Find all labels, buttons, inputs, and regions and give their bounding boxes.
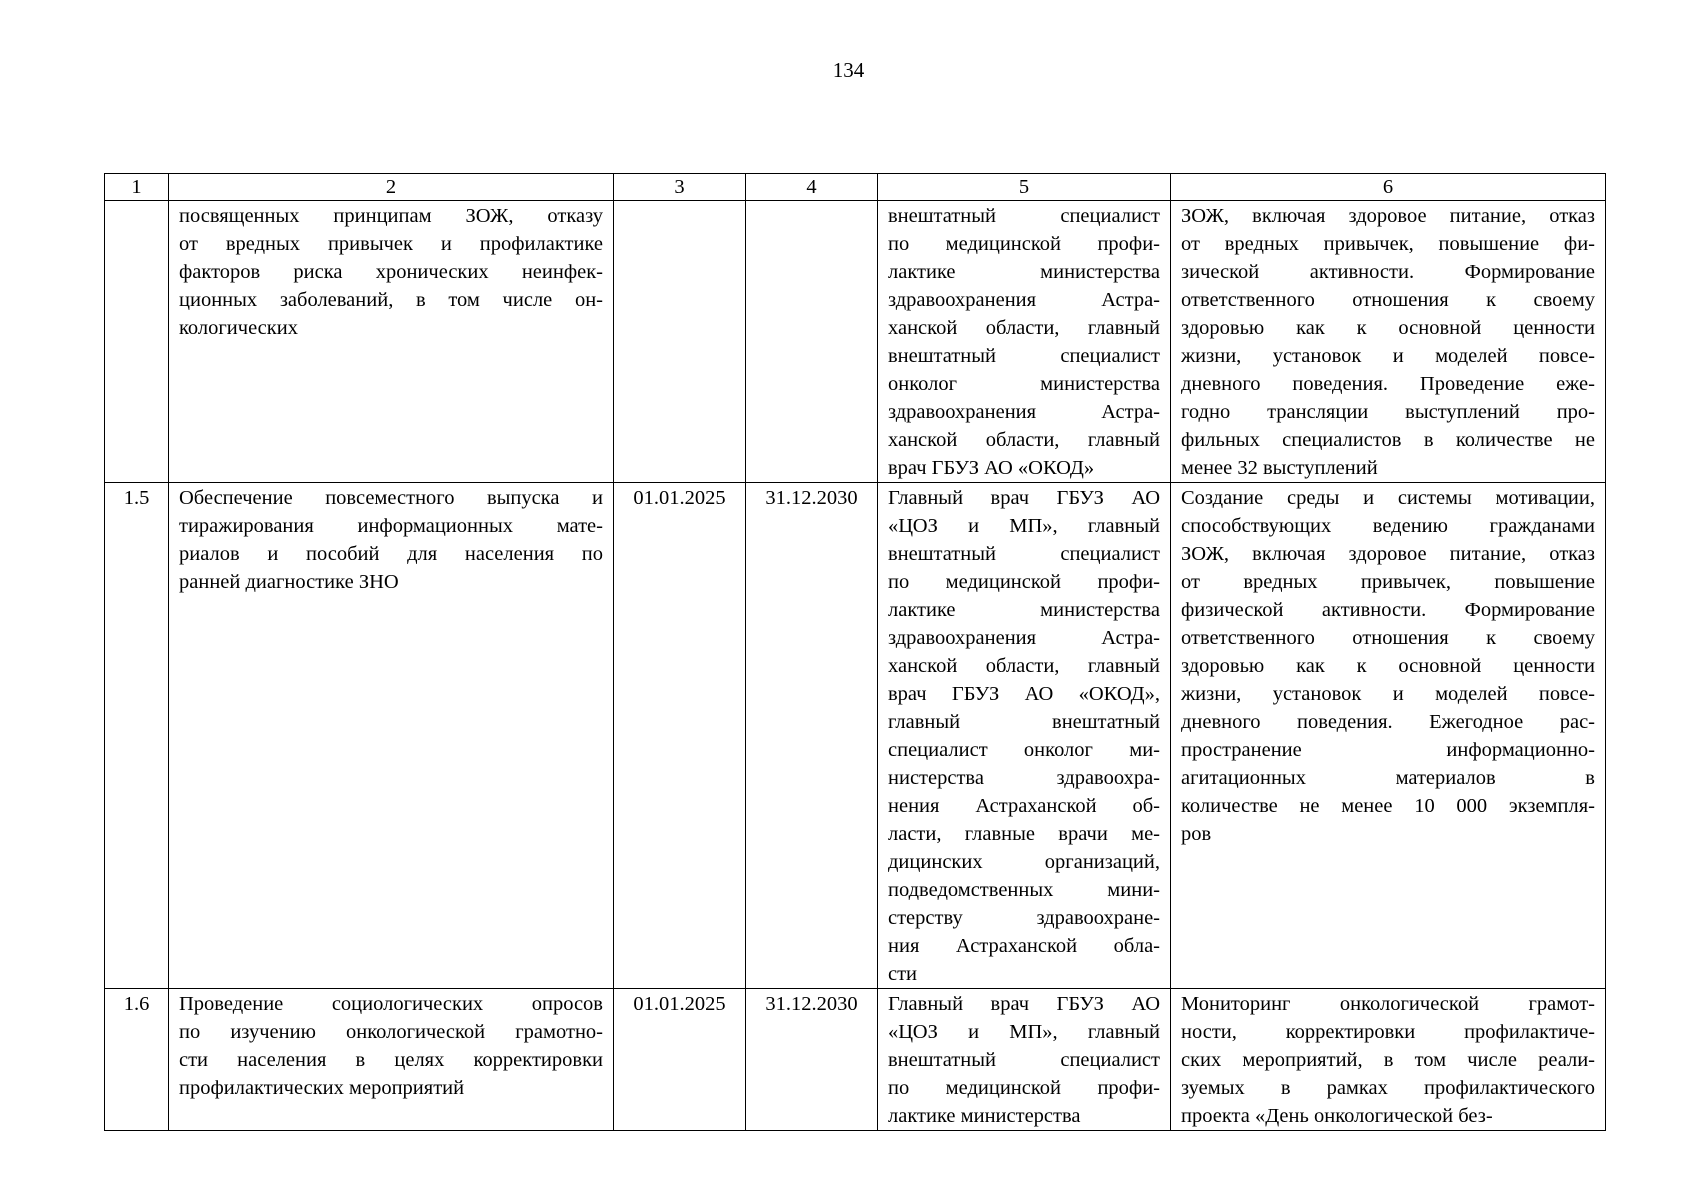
result-cell-line: дневного поведения. Ежегодное рас- xyxy=(1181,711,1595,733)
responsible-cell-line: Главный врач ГБУЗ АО xyxy=(888,487,1160,509)
responsible-cell-line: внештатный специалист xyxy=(888,1049,1160,1071)
responsible-cell-line: «ЦОЗ и МП», главный xyxy=(888,515,1160,537)
result-cell xyxy=(1171,483,1606,989)
activity-cell-line: Обеспечение повсеместного выпуска и xyxy=(179,487,603,509)
start-date: 01.01.2025 xyxy=(614,989,746,1131)
result-cell-line: здоровью как к основной ценности xyxy=(1181,655,1595,677)
activity-cell-line: профилактических мероприятий xyxy=(179,1077,465,1099)
responsible-cell-line: нистерства здравоохра- xyxy=(888,767,1160,789)
column-header: 3 xyxy=(614,174,746,201)
responsible-cell-line: внештатный специалист xyxy=(888,345,1160,367)
column-header: 4 xyxy=(746,174,878,201)
activity-cell-line: посвященных принципам ЗОЖ, отказу xyxy=(179,205,603,227)
column-header: 1 xyxy=(105,174,169,201)
table-row xyxy=(105,989,1606,1131)
result-cell-line: пространение информационно- xyxy=(1181,739,1595,761)
page-number: 134 xyxy=(832,58,865,82)
item-number: 1.6 xyxy=(105,989,169,1131)
measures-table xyxy=(104,173,1606,1131)
responsible-cell-line: сти xyxy=(888,963,918,985)
result-cell-line: ЗОЖ, включая здоровое питание, отказ xyxy=(1181,543,1595,565)
result-cell-line: фильных специалистов в количестве не xyxy=(1181,429,1595,451)
responsible-cell-line: лактике министерства xyxy=(888,1105,1081,1127)
column-header: 6 xyxy=(1171,174,1606,201)
start-date xyxy=(614,201,746,483)
item-number: 1.5 xyxy=(105,483,169,989)
result-cell-line: ЗОЖ, включая здоровое питание, отказ xyxy=(1181,205,1595,227)
responsible-cell-line: по медицинской профи- xyxy=(888,1077,1160,1099)
activity-cell xyxy=(169,201,614,483)
responsible-cell-line: ханской области, главный xyxy=(888,429,1160,451)
result-cell-line: зуемых в рамках профилактического xyxy=(1181,1077,1595,1099)
responsible-cell-line: стерству здравоохране- xyxy=(888,907,1160,929)
result-cell-line: физической активности. Формирование xyxy=(1181,599,1595,621)
end-date xyxy=(746,201,878,483)
responsible-cell-line: лактике министерства xyxy=(888,599,1160,621)
responsible-cell-line: здравоохранения Астра- xyxy=(888,627,1160,649)
result-cell-line: годно трансляции выступлений про- xyxy=(1181,401,1595,423)
responsible-cell-line: ханской области, главный xyxy=(888,317,1160,339)
activity-cell-line: Проведение социологических опросов xyxy=(179,993,603,1015)
responsible-cell-line: главный внештатный xyxy=(888,711,1160,733)
responsible-cell-line: ния Астраханской обла- xyxy=(888,935,1160,957)
activity-cell-line: по изучению онкологической грамотно- xyxy=(179,1021,603,1043)
responsible-cell-line: дицинских организаций, xyxy=(888,851,1160,873)
result-cell-line: от вредных привычек, повышение xyxy=(1181,571,1595,593)
item-number xyxy=(105,201,169,483)
responsible-cell xyxy=(878,483,1171,989)
result-cell xyxy=(1171,201,1606,483)
responsible-cell-line: лактике министерства xyxy=(888,261,1160,283)
activity-cell-line: риалов и пособий для населения по xyxy=(179,543,603,565)
result-cell-line: жизни, установок и моделей повсе- xyxy=(1181,683,1595,705)
responsible-cell-line: врач ГБУЗ АО «ОКОД» xyxy=(888,457,1095,479)
end-date: 31.12.2030 xyxy=(746,989,878,1131)
result-cell-line: от вредных привычек, повышение фи- xyxy=(1181,233,1595,255)
responsible-cell-line: внештатный специалист xyxy=(888,543,1160,565)
end-date: 31.12.2030 xyxy=(746,483,878,989)
result-cell-line: ских мероприятий, в том числе реали- xyxy=(1181,1049,1595,1071)
result-cell-line: агитационных материалов в xyxy=(1181,767,1595,789)
activity-cell-line: факторов риска хронических неинфек- xyxy=(179,261,603,283)
activity-cell-line: кологических xyxy=(179,317,298,339)
result-cell-line: проекта «День онкологической без- xyxy=(1181,1105,1493,1127)
start-date: 01.01.2025 xyxy=(614,483,746,989)
column-header: 5 xyxy=(878,174,1171,201)
result-cell-line: дневного поведения. Проведение еже- xyxy=(1181,373,1595,395)
responsible-cell-line: здравоохранения Астра- xyxy=(888,289,1160,311)
result-cell-line: количестве не менее 10 000 экземпля- xyxy=(1181,795,1595,817)
result-cell-line: Создание среды и системы мотивации, xyxy=(1181,487,1595,509)
result-cell xyxy=(1171,989,1606,1131)
responsible-cell xyxy=(878,989,1171,1131)
result-cell-line: жизни, установок и моделей повсе- xyxy=(1181,345,1595,367)
responsible-cell-line: по медицинской профи- xyxy=(888,571,1160,593)
activity-cell xyxy=(169,483,614,989)
responsible-cell-line: ханской области, главный xyxy=(888,655,1160,677)
responsible-cell-line: онколог министерства xyxy=(888,373,1160,395)
result-cell-line: способствующих ведению гражданами xyxy=(1181,515,1595,537)
result-cell-line: зической активности. Формирование xyxy=(1181,261,1595,283)
result-cell-line: здоровью как к основной ценности xyxy=(1181,317,1595,339)
responsible-cell-line: «ЦОЗ и МП», главный xyxy=(888,1021,1160,1043)
result-cell-line: Мониторинг онкологической грамот- xyxy=(1181,993,1595,1015)
activity-cell-line: от вредных привычек и профилактике xyxy=(179,233,603,255)
result-cell-line: ответственного отношения к своему xyxy=(1181,289,1595,311)
activity-cell-line: ранней диагностике ЗНО xyxy=(179,571,399,593)
column-header: 2 xyxy=(169,174,614,201)
responsible-cell-line: внештатный специалист xyxy=(888,205,1160,227)
activity-cell-line: сти населения в целях корректировки xyxy=(179,1049,603,1071)
responsible-cell xyxy=(878,201,1171,483)
column-number-row xyxy=(105,174,1606,201)
result-cell-line: ности, корректировки профилактиче- xyxy=(1181,1021,1595,1043)
responsible-cell-line: подведомственных мини- xyxy=(888,879,1160,901)
table-row xyxy=(105,483,1606,989)
responsible-cell-line: нения Астраханской об- xyxy=(888,795,1160,817)
responsible-cell-line: здравоохранения Астра- xyxy=(888,401,1160,423)
table-row xyxy=(105,201,1606,483)
activity-cell-line: тиражирования информационных мате- xyxy=(179,515,603,537)
result-cell-line: менее 32 выступлений xyxy=(1181,457,1378,479)
responsible-cell-line: врач ГБУЗ АО «ОКОД», xyxy=(888,683,1160,705)
activity-cell xyxy=(169,989,614,1131)
responsible-cell-line: по медицинской профи- xyxy=(888,233,1160,255)
responsible-cell-line: ласти, главные врачи ме- xyxy=(888,823,1160,845)
result-cell-line: ров xyxy=(1181,823,1212,845)
activity-cell-line: ционных заболеваний, в том числе он- xyxy=(179,289,603,311)
responsible-cell-line: специалист онколог ми- xyxy=(888,739,1160,761)
result-cell-line: ответственного отношения к своему xyxy=(1181,627,1595,649)
responsible-cell-line: Главный врач ГБУЗ АО xyxy=(888,993,1160,1015)
